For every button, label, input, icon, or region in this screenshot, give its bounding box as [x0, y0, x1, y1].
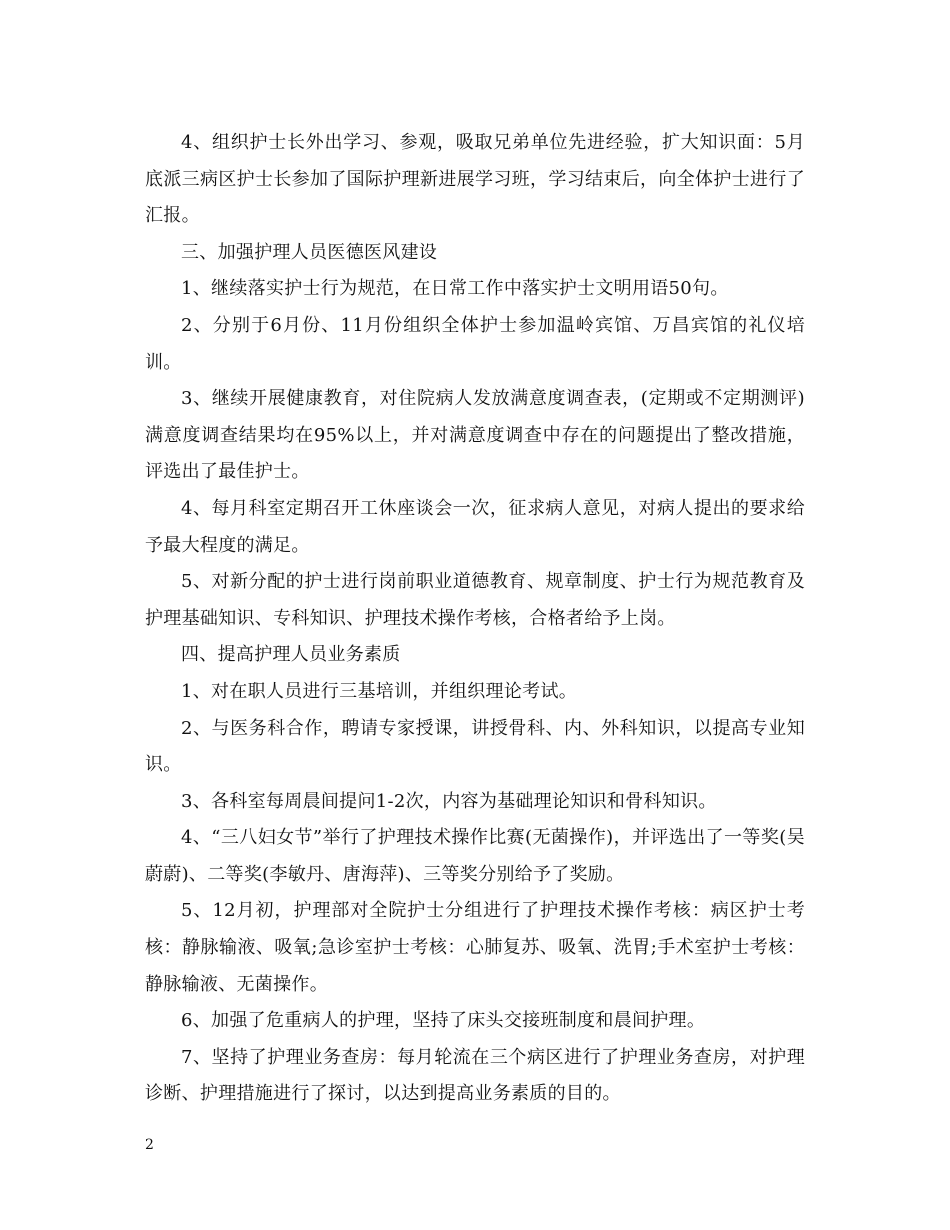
paragraph-4: 3、继续开展健康教育，对住院病人发放满意度调查表，(定期或不定期测评)满意度调查结果均在95%以上，并对满意度调查中存在的问题提出了整改措施，评选出了最佳护士。	[145, 388, 805, 483]
paragraph-10: 4、“三八妇女节”举行了护理技术操作比赛(无菌操作)，并评选出了一等奖(吴蔚蔚)、二等奖(李敏丹、唐海萍)、三等奖分别给予了奖励。	[145, 827, 805, 885]
paragraph-5: 4、每月科室定期召开工休座谈会一次，征求病人意见，对病人提出的要求给予最大程度的满足。	[145, 497, 805, 556]
paragraph-1: 4、组织护士长外出学习、参观，吸取兄弟单位先进经验，扩大知识面：5月底派三病区护士长参加了国际护理新进展学习班，学习结束后，向全体护士进行了汇报。	[145, 132, 805, 227]
section-heading-4: 四、提高护理人员业务素质	[181, 644, 401, 666]
paragraph-9: 3、各科室每周晨间提问1-2次，内容为基础理论知识和骨科知识。	[181, 790, 717, 812]
page-number: 2	[145, 1137, 154, 1153]
paragraph-11: 5、12月初，护理部对全院护士分组进行了护理技术操作考核：病区护士考核：静脉输液、吸氧;急诊室护士考核：心肺复苏、吸氧、洗胃;手术室护士考核：静脉输液、无菌操作。	[145, 900, 805, 995]
paragraph-12: 6、加强了危重病人的护理，坚持了床头交接班制度和晨间护理。	[181, 1010, 706, 1032]
paragraph-3: 2、分别于6月份、11月份组织全体护士参加温岭宾馆、万昌宾馆的礼仪培训。	[145, 314, 805, 373]
paragraph-8: 2、与医务科合作，聘请专家授课，讲授骨科、内、外科知识，以提高专业知识。	[145, 717, 805, 776]
section-heading-3: 三、加强护理人员医德医风建设	[181, 241, 438, 263]
paragraph-13: 7、坚持了护理业务查房：每月轮流在三个病区进行了护理业务查房，对护理诊断、护理措施进行了探讨，以达到提高业务素质的目的。	[145, 1046, 805, 1105]
paragraph-6: 5、对新分配的护士进行岗前职业道德教育、规章制度、护士行为规范教育及护理基础知识、专科知识、护理技术操作考核，合格者给予上岗。	[145, 571, 805, 629]
paragraph-7: 1、对在职人员进行三基培训，并组织理论考试。	[181, 680, 578, 702]
document-body	[145, 125, 805, 1113]
paragraph-2: 1、继续落实护士行为规范，在日常工作中落实护士文明用语50句。	[181, 278, 729, 300]
